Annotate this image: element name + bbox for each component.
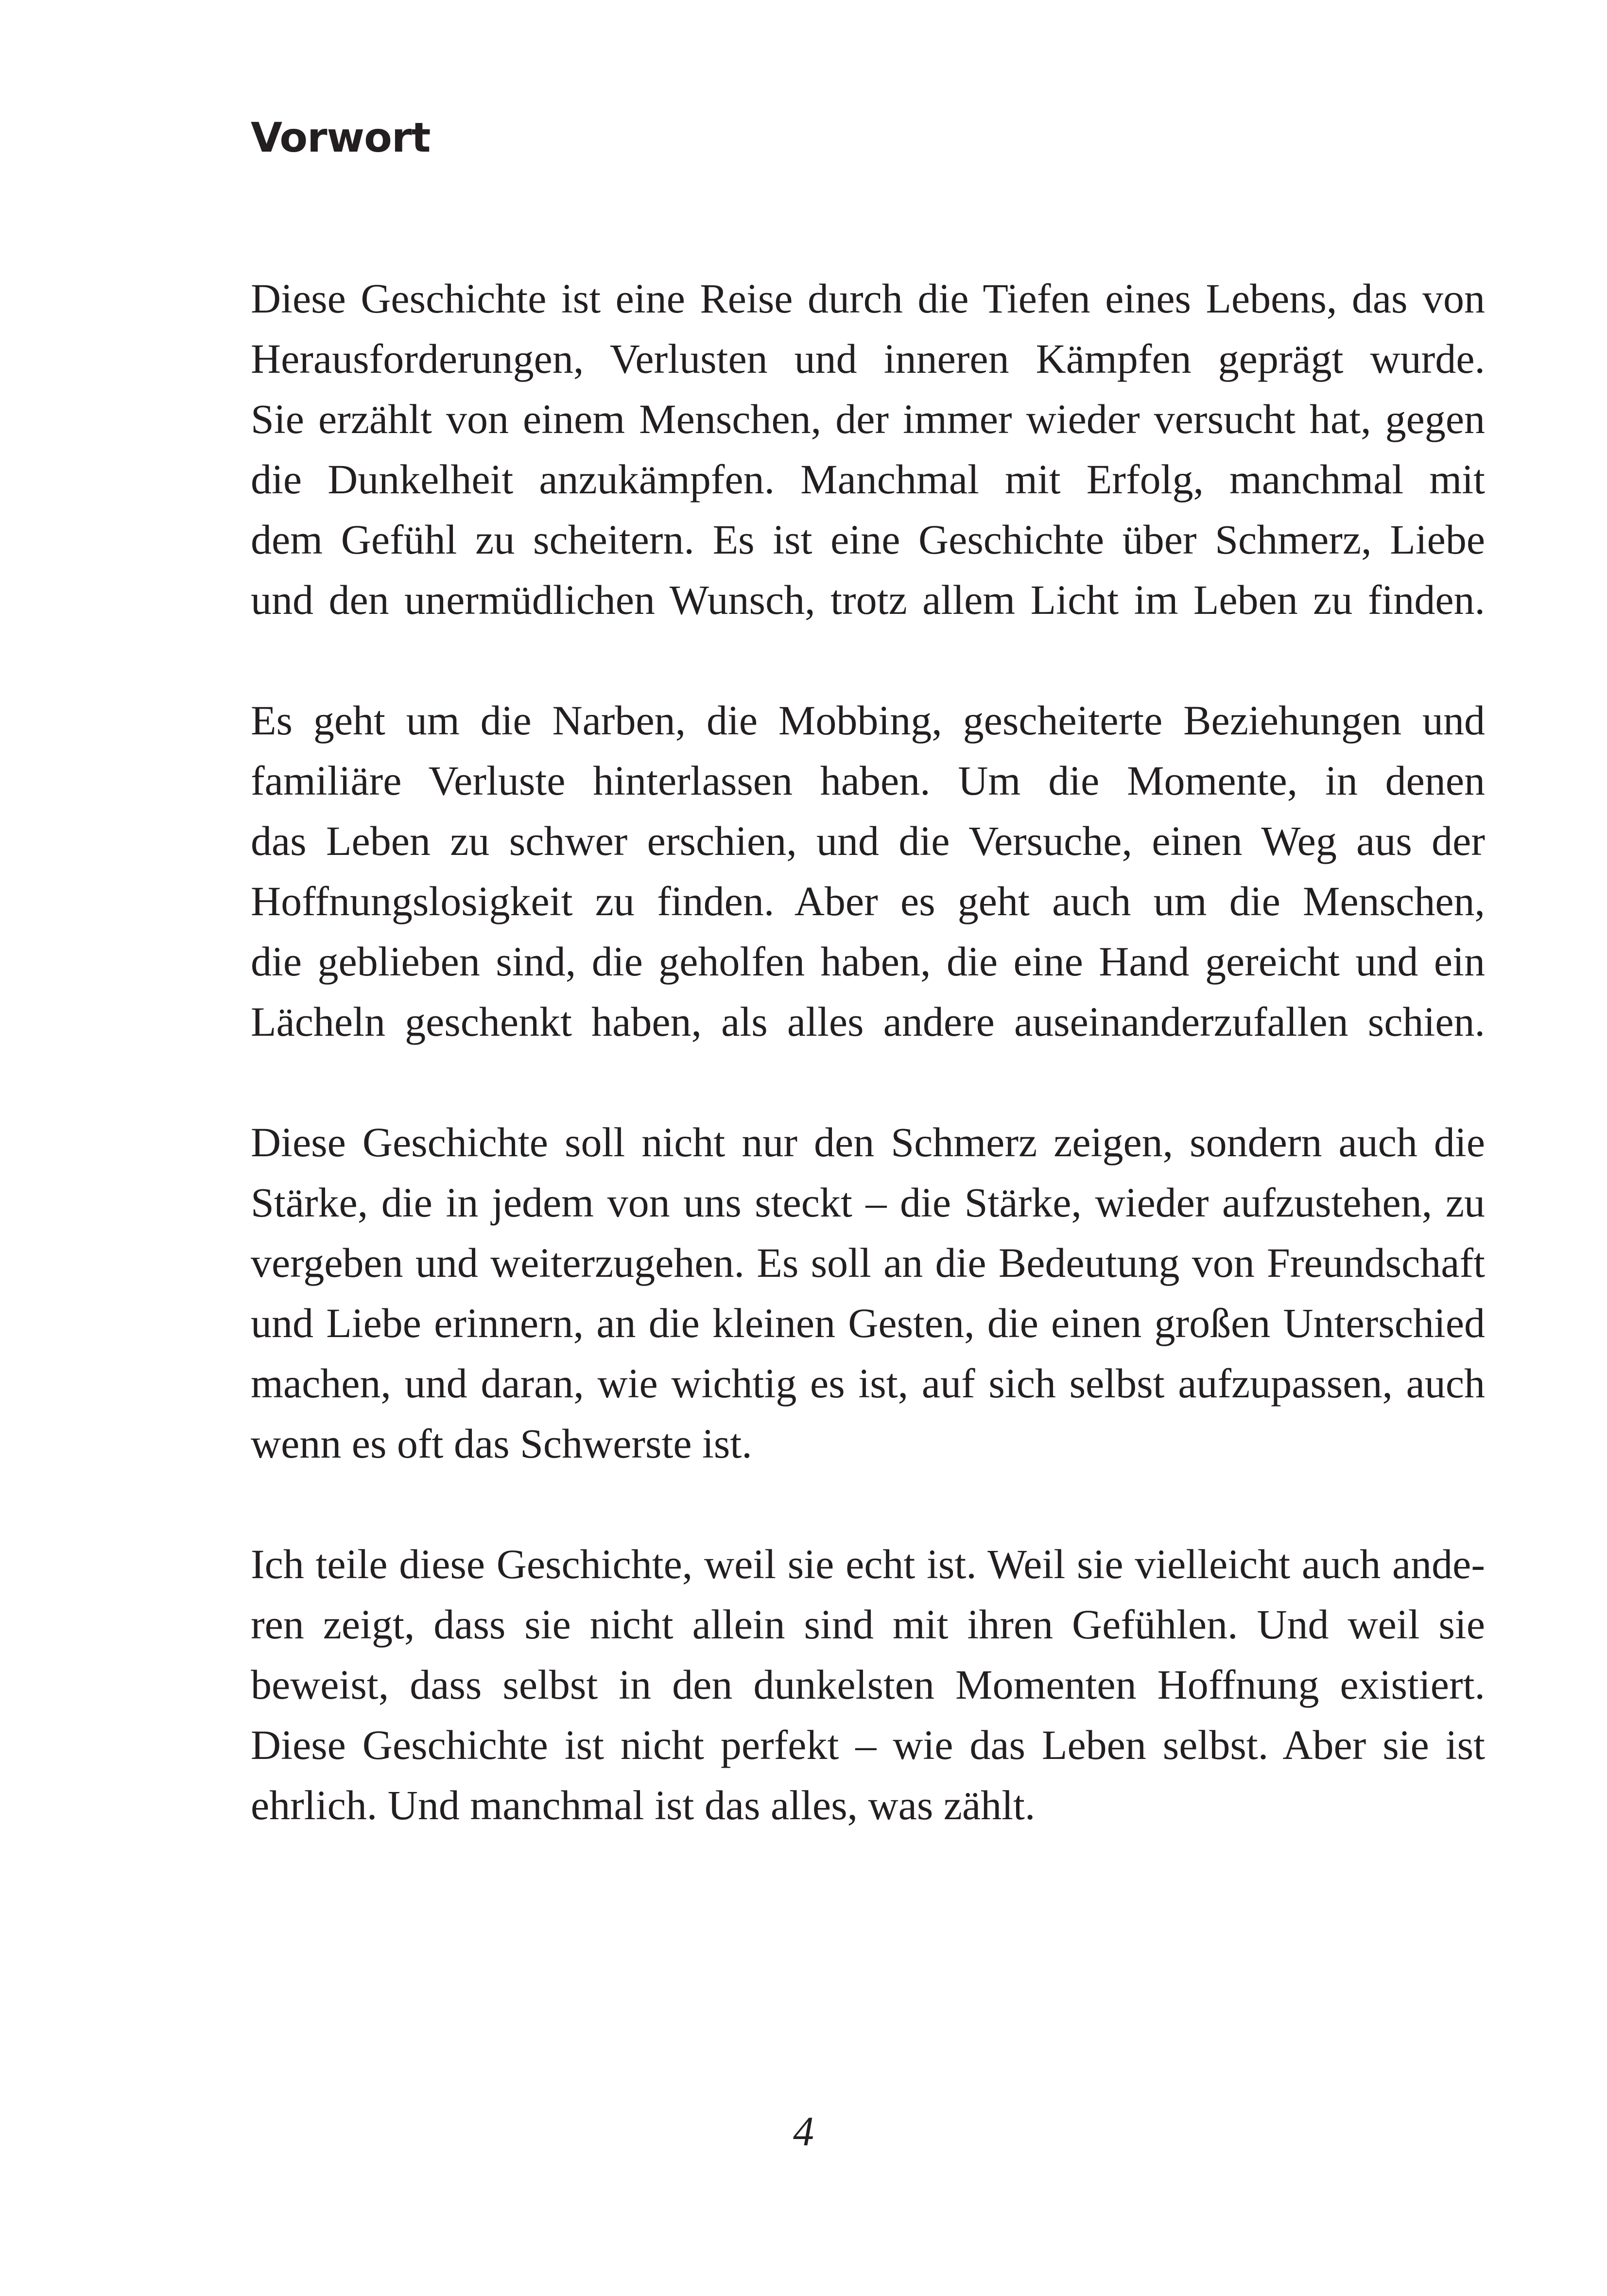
text-line: Ich teile diese Geschichte, weil sie echt ist. Weil sie vielleicht auch ande- [251,1541,1485,1587]
text-line: Stärke, die in jedem von uns steckt – die Stärke, wieder aufzustehen, zu [251,1179,1485,1226]
text-line: die Dunkelheit anzukämpfen. Manchmal mit Erfolg, manchmal mit [251,456,1485,503]
text-line: Diese Geschichte ist eine Reise durch die Tiefen eines Lebens, das von [251,275,1485,322]
paragraph [251,1112,1485,1474]
paragraph [251,1534,1485,1835]
text-line: das Leben zu schwer erschien, und die Versuche, einen Weg aus der [251,818,1485,864]
text-line: Diese Geschichte soll nicht nur den Schmerz zeigen, sondern auch die [251,1119,1485,1165]
text-line: wenn es oft das Schwerste ist. [251,1420,752,1467]
text-line: und Liebe erinnern, an die kleinen Gesten, die einen großen Unterschied [251,1300,1485,1346]
text-line: ehrlich. Und manchmal ist das alles, was zählt. [251,1782,1036,1828]
text-line: Lächeln geschenkt haben, als alles andere auseinanderzufallen schien. [251,998,1485,1045]
text-line: familiäre Verluste hinterlassen haben. Um die Momente, in denen [251,757,1485,804]
paragraph [251,268,1485,630]
text-line: dem Gefühl zu scheitern. Es ist eine Geschichte über Schmerz, Liebe [251,516,1485,563]
text-line: und den unermüdlichen Wunsch, trotz allem Licht im Leben zu finden. [251,576,1485,623]
paragraph [251,690,1485,1052]
text-line: ren zeigt, dass sie nicht allein sind mit ihren Gefühlen. Und weil sie [251,1601,1485,1648]
page-number: 4 [793,2108,814,2155]
text-line: Diese Geschichte ist nicht perfekt – wie das Leben selbst. Aber sie ist [251,1722,1485,1768]
text-line: Hoffnungslosigkeit zu finden. Aber es geht auch um die Menschen, [251,878,1485,924]
text-line: beweist, dass selbst in den dunkelsten Momenten Hoffnung existiert. [251,1661,1485,1708]
foreword-body [251,268,1485,1896]
text-line: die geblieben sind, die geholfen haben, die eine Hand gereicht und ein [251,938,1485,985]
text-line: Herausforderungen, Verlusten und inneren Kämpfen geprägt wurde. [251,335,1485,382]
text-line: vergeben und weiterzugehen. Es soll an die Bedeutung von Freundschaft [251,1239,1485,1286]
page-title: Vorwort [251,114,431,161]
text-line: machen, und daran, wie wichtig es ist, auf sich selbst aufzupassen, auch [251,1360,1485,1407]
text-line: Sie erzählt von einem Menschen, der immer wieder versucht hat, gegen [251,396,1485,442]
text-line: Es geht um die Narben, die Mobbing, gescheiterte Beziehungen und [251,697,1485,744]
